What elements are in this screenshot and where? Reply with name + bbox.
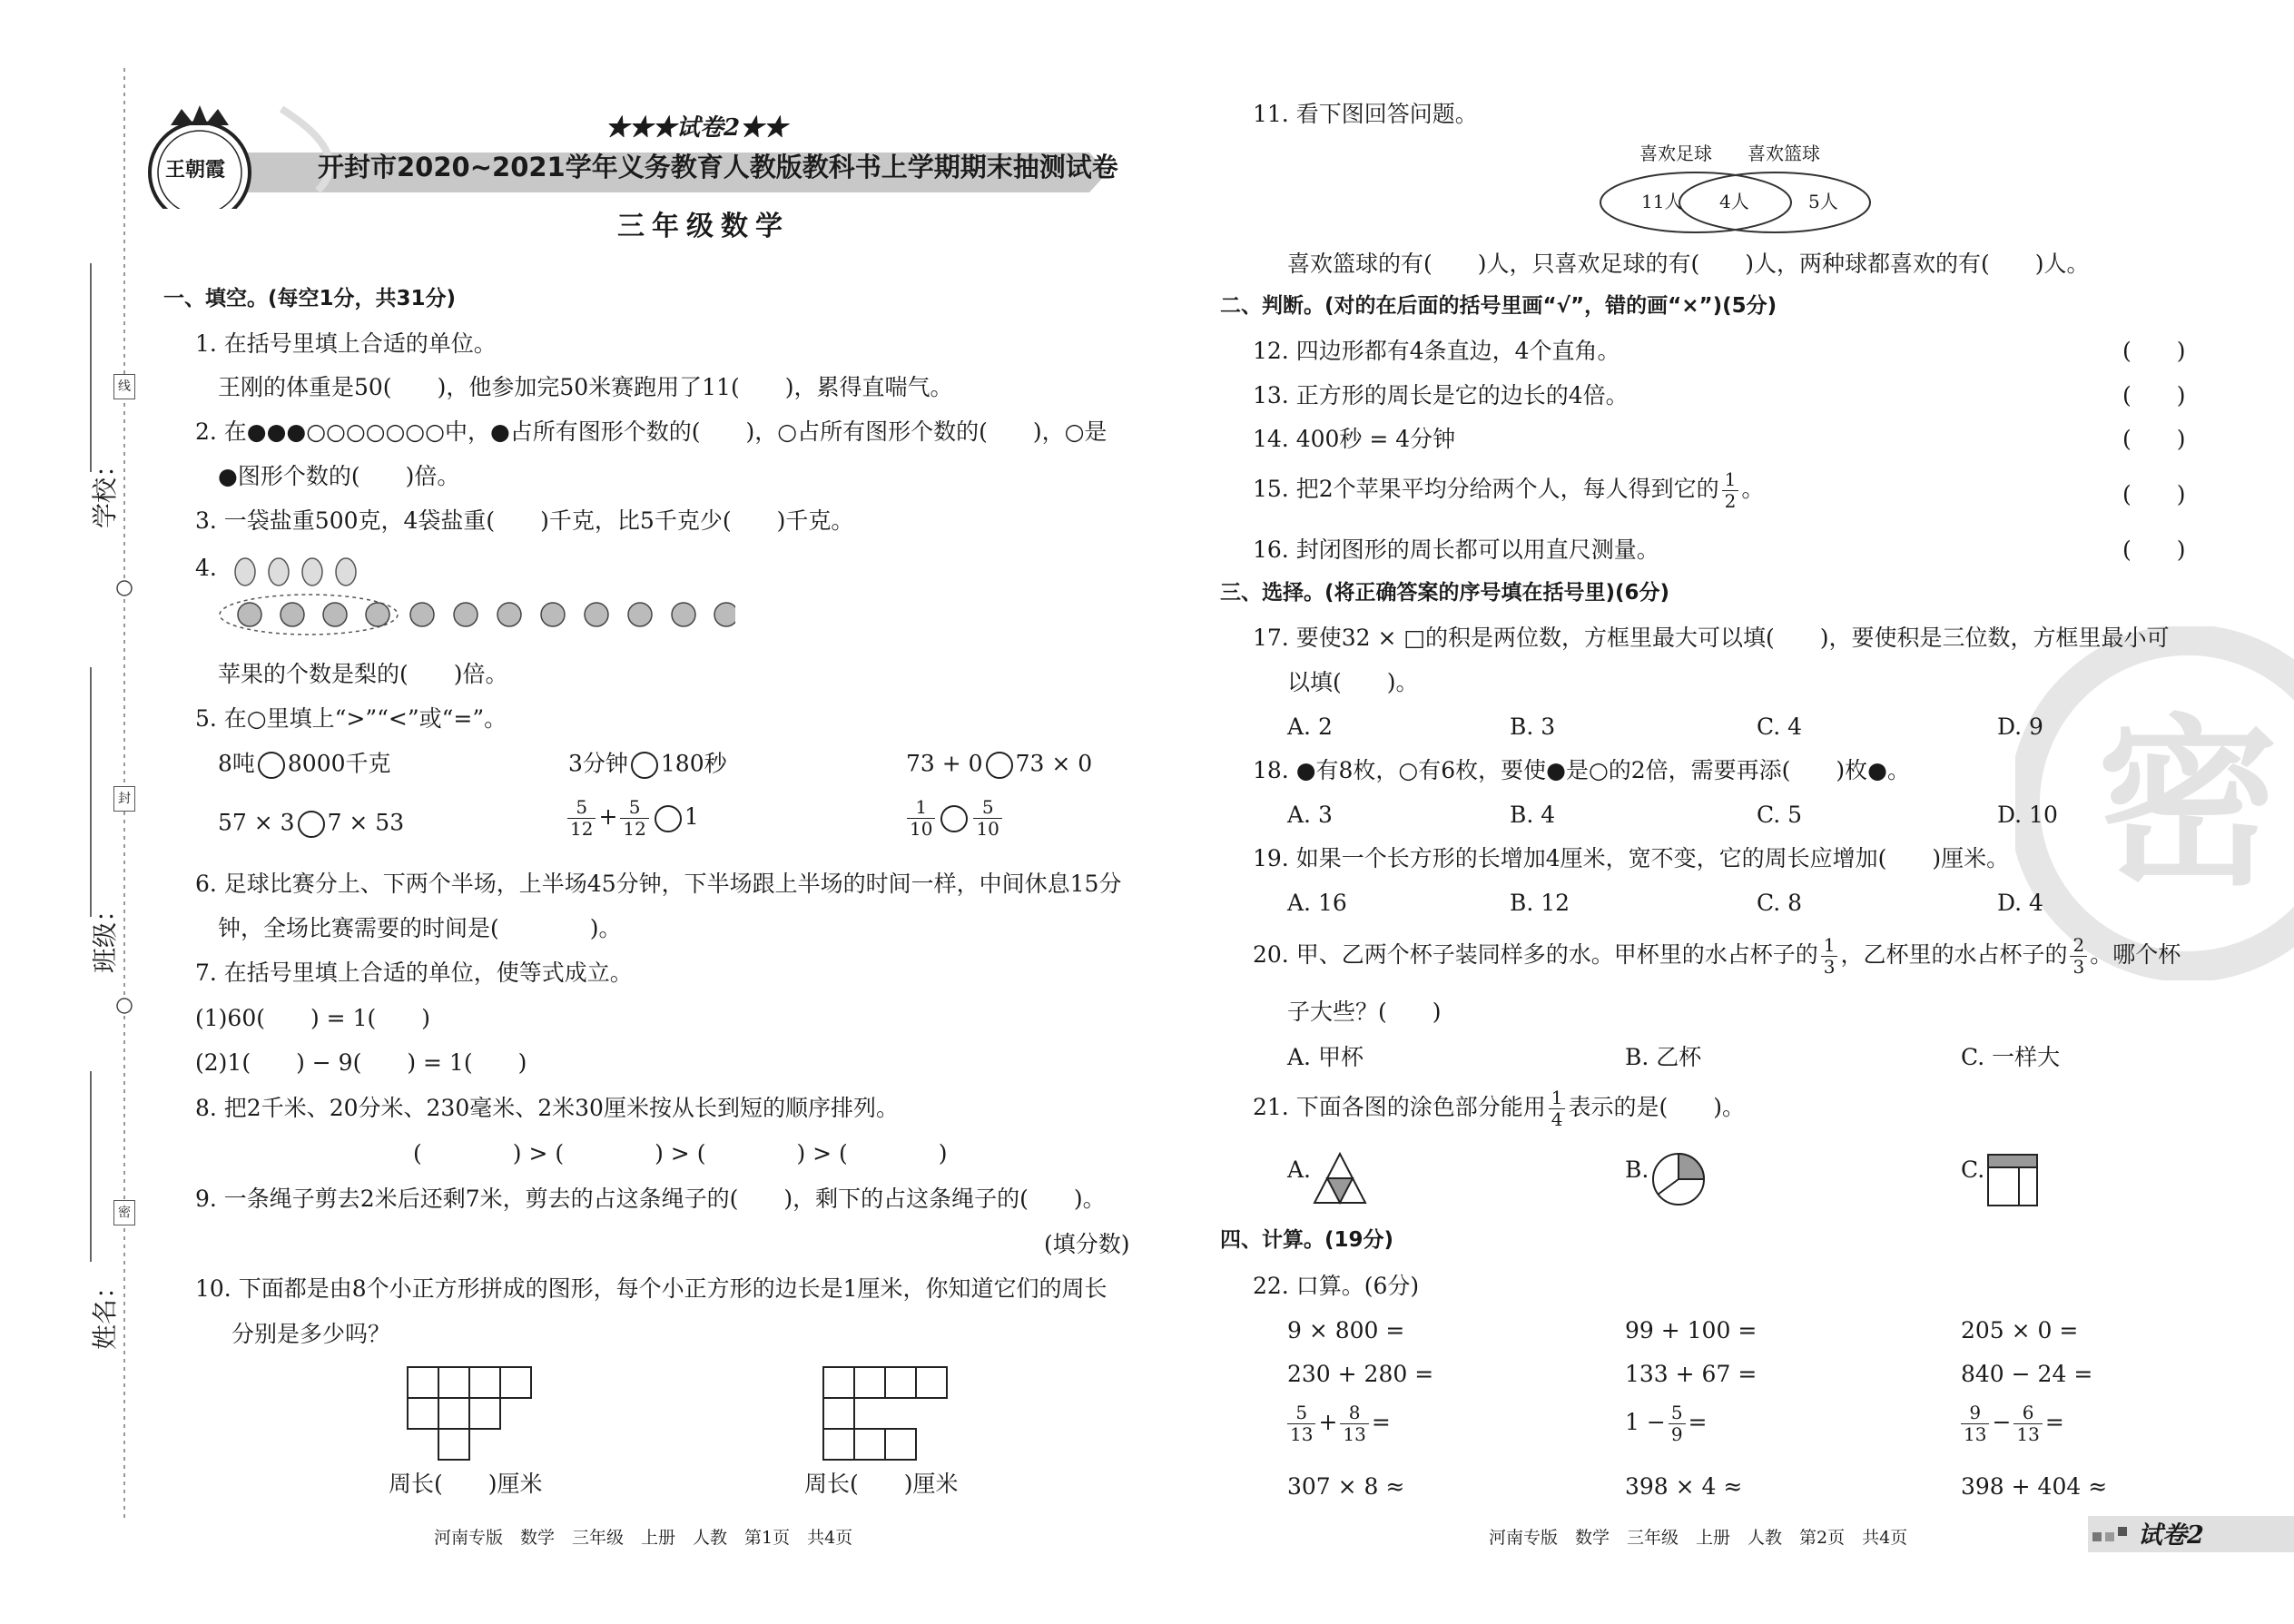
q17-option-d: D. 9 [1997, 714, 2043, 740]
q4-number: 4. [195, 555, 217, 581]
grid-shape-2 [822, 1366, 950, 1462]
q20-option-b: B. 乙杯 [1625, 1044, 1702, 1070]
q21-option-b: B. [1625, 1156, 1649, 1183]
q17-option-c: C. 4 [1757, 714, 1803, 740]
seal-mark-seal: 封 [113, 786, 135, 812]
seal-mark-line: 线 [113, 374, 135, 399]
q17-text-cont: 以填( )。 [1287, 669, 1419, 695]
triangle-figure [1312, 1151, 1368, 1207]
calc-3-3: $\frac{9}{13}$ − $\frac{6}{13}$ = [1958, 1403, 2064, 1445]
footer-left: 河南专版 数学 三年级 上册 人教 第1页 共4页 [434, 1528, 853, 1548]
binding-margin [0, 0, 136, 1624]
circle-figure [1650, 1151, 1707, 1207]
venn-football-only: 11人 [1641, 191, 1683, 212]
section-2-heading: 二、判断。(对的在后面的括号里画“√”，错的画“×”)(5分) [1220, 294, 1777, 318]
q18-option-b: B. 4 [1510, 802, 1556, 828]
venn-both: 4人 [1719, 191, 1749, 212]
q9-text: 9. 一条绳子剪去2米后还剩7米，剪去的占这条绳子的( )，剩下的占这条绳子的( )。 [195, 1186, 1106, 1212]
q5-text: 5. 在○里填上“>”“<”或“=”。 [195, 705, 507, 732]
square-figure [1986, 1153, 2041, 1209]
q5-item-1: 8吨 8000千克 [218, 752, 391, 779]
q10-text: 10. 下面都是由8个小正方形拼成的图形，每个小正方形的边长是1厘米，你知道它们的周长 [195, 1275, 1108, 1302]
q20-text-cont: 子大些？( ) [1287, 999, 1442, 1025]
q19-option-d: D. 4 [1997, 890, 2043, 916]
q7-part-1: (1)60( ) = 1( ) [195, 1005, 430, 1031]
brand-logo: 王朝霞 [165, 158, 226, 182]
footer-tag-squares [2092, 1525, 2136, 1547]
q14-answer-paren: ( ) [2122, 426, 2186, 452]
footer-tag: 试卷2 [2138, 1521, 2204, 1550]
q6-text-cont: 钟，全场比赛需要的时间是( )。 [218, 915, 622, 941]
q21-option-a: A. [1287, 1156, 1312, 1183]
q18-option-a: A. 3 [1287, 802, 1333, 828]
q8-blanks: ( ) > ( ) > ( ) > ( ) [413, 1140, 948, 1166]
q16-text: 16. 封闭图形的周长都可以用直尺测量。 [1253, 536, 1659, 563]
venn-label-right: 喜欢篮球 [1748, 143, 1820, 164]
q5-item-2: 3分钟 180秒 [568, 752, 727, 779]
q9-note: (填分数) [1044, 1231, 1130, 1257]
q2-text-cont: ●图形个数的( )倍。 [218, 463, 460, 489]
q12-answer-paren: ( ) [2122, 338, 2186, 364]
q20-text: 20. 甲、乙两个杯子装同样多的水。甲杯里的水占杯子的 $\frac{1}{3}$ ，乙杯里的水占杯子的 $\frac{2}{3}$ 。哪个杯 [1253, 934, 2181, 978]
q15-text: 15. 把2个苹果平均分给两个人，每人得到它的 $\frac{1}{2}$ 。 [1253, 468, 1765, 512]
calc-2-3: 840 − 24 = [1961, 1361, 2093, 1387]
q20-option-a: A. 甲杯 [1287, 1044, 1364, 1070]
section-1-heading: 一、填空。(每空1分，共31分) [163, 287, 457, 310]
q2-text: 2. 在●●●○○○○○○○中，●占所有图形个数的( )，○占所有图形个数的( )，○是 [195, 418, 1108, 445]
calc-4-3: 398 + 404 ≈ [1961, 1473, 2108, 1500]
calc-3-1: $\frac{5}{13}$ + $\frac{8}{13}$ = [1285, 1403, 1391, 1445]
q15-answer-paren: ( ) [2122, 481, 2186, 507]
q19-option-a: A. 16 [1287, 890, 1347, 916]
q1-text: 1. 在括号里填上合适的单位。 [195, 330, 497, 357]
q17-text: 17. 要使32 × □的积是两位数，方框里最大可以填( )，要使积是三位数，方框里最小可 [1253, 625, 2170, 651]
venn-label-left: 喜欢足球 [1639, 143, 1712, 164]
q5-item-6: $\frac{1}{10}$ $\frac{5}{10}$ [904, 797, 1005, 840]
q5-item-5: $\frac{5}{12}$ + $\frac{5}{12}$ 1 [565, 797, 699, 840]
school-label: 学校： [90, 451, 121, 529]
venn-basketball-only: 5人 [1808, 191, 1838, 212]
calc-1-3: 205 × 0 = [1961, 1317, 2079, 1343]
q7-part-2: (2)1( ) − 9( ) = 1( ) [195, 1049, 527, 1076]
q16-answer-paren: ( ) [2122, 536, 2186, 563]
q10-answer-1: 周长( )厘米 [389, 1471, 543, 1497]
calc-2-2: 133 + 67 = [1625, 1361, 1757, 1387]
q21-option-c: C. [1961, 1156, 1985, 1183]
q12-text: 12. 四边形都有4条直边，4个直角。 [1253, 338, 1620, 364]
q18-option-c: C. 5 [1757, 802, 1803, 828]
q17-option-b: B. 3 [1510, 714, 1556, 740]
series-title: ★★★试卷2★★ [605, 114, 788, 142]
calc-1-1: 9 × 800 = [1287, 1317, 1405, 1343]
q10-answer-2: 周长( )厘米 [804, 1471, 959, 1497]
calc-4-1: 307 × 8 ≈ [1287, 1473, 1405, 1500]
q5-item-4: 57 × 3 7 × 53 [218, 811, 404, 838]
header-banner [145, 91, 1108, 209]
svg-text:密: 密 [2096, 699, 2279, 910]
seal-mark-secret: 密 [113, 1200, 135, 1225]
q8-text: 8. 把2千米、20分米、230毫米、2米30厘米按从长到短的顺序排列。 [195, 1095, 899, 1121]
fruit-figure [218, 549, 735, 640]
calc-2-1: 230 + 280 = [1287, 1361, 1434, 1387]
footer-right: 河南专版 数学 三年级 上册 人教 第2页 共4页 [1489, 1528, 1908, 1548]
q22-text: 22. 口算。(6分) [1253, 1273, 1420, 1299]
q7-text: 7. 在括号里填上合适的单位，使等式成立。 [195, 960, 633, 986]
q19-option-b: B. 12 [1510, 890, 1570, 916]
name-label: 姓名： [90, 1273, 121, 1351]
q4-question: 苹果的个数是梨的( )倍。 [218, 661, 508, 687]
q11-text: 11. 看下图回答问题。 [1253, 101, 1478, 127]
q13-answer-paren: ( ) [2122, 382, 2186, 408]
q1-sentence: 王刚的体重是50( )，他参加完50米赛跑用了11( )，累得直喘气。 [218, 374, 953, 400]
q3-text: 3. 一袋盐重500克，4袋盐重( )千克，比5千克少( )千克。 [195, 507, 854, 534]
q20-option-c: C. 一样大 [1961, 1044, 2061, 1070]
grid-shape-1 [407, 1366, 534, 1462]
q17-option-a: A. 2 [1287, 714, 1333, 740]
calc-1-2: 99 + 100 = [1625, 1317, 1757, 1343]
subject-title: 三年级数学 [617, 211, 790, 242]
q19-text: 19. 如果一个长方形的长增加4厘米，宽不变，它的周长应增加( )厘米。 [1253, 845, 2010, 871]
q6-text: 6. 足球比赛分上、下两个半场，上半场45分钟，下半场跟上半场的时间一样，中间休息15分 [195, 871, 1122, 897]
calc-3-2: 1 − $\frac{5}{9}$ = [1625, 1402, 1708, 1445]
q5-item-3: 73 + 0 73 × 0 [906, 752, 1092, 779]
q18-option-d: D. 10 [1997, 802, 2058, 828]
section-4-heading: 四、计算。(19分) [1220, 1228, 1394, 1252]
exam-title: 开封市2020~2021学年义务教育人教版教科书上学期期末抽测试卷 [318, 152, 1118, 182]
calc-4-2: 398 × 4 ≈ [1625, 1473, 1743, 1500]
q10-text-cont: 分别是多少吗？ [231, 1321, 391, 1347]
q21-text: 21. 下面各图的涂色部分能用 $\frac{1}{4}$ 表示的是( )。 [1253, 1087, 1745, 1130]
section-3-heading: 三、选择。(将正确答案的序号填在括号里)(6分) [1220, 581, 1670, 605]
q14-text: 14. 400秒 = 4分钟 [1253, 426, 1456, 452]
q11-question: 喜欢篮球的有( )人，只喜欢足球的有( )人，两种球都喜欢的有( )人。 [1287, 251, 2090, 277]
class-label: 班级： [90, 896, 121, 974]
q13-text: 13. 正方形的周长是它的边长的4倍。 [1253, 382, 1629, 408]
q18-text: 18. ●有8枚，○有6枚，要使●是○的2倍，需要再添( )枚●。 [1253, 757, 1911, 783]
q19-option-c: C. 8 [1757, 890, 1803, 916]
